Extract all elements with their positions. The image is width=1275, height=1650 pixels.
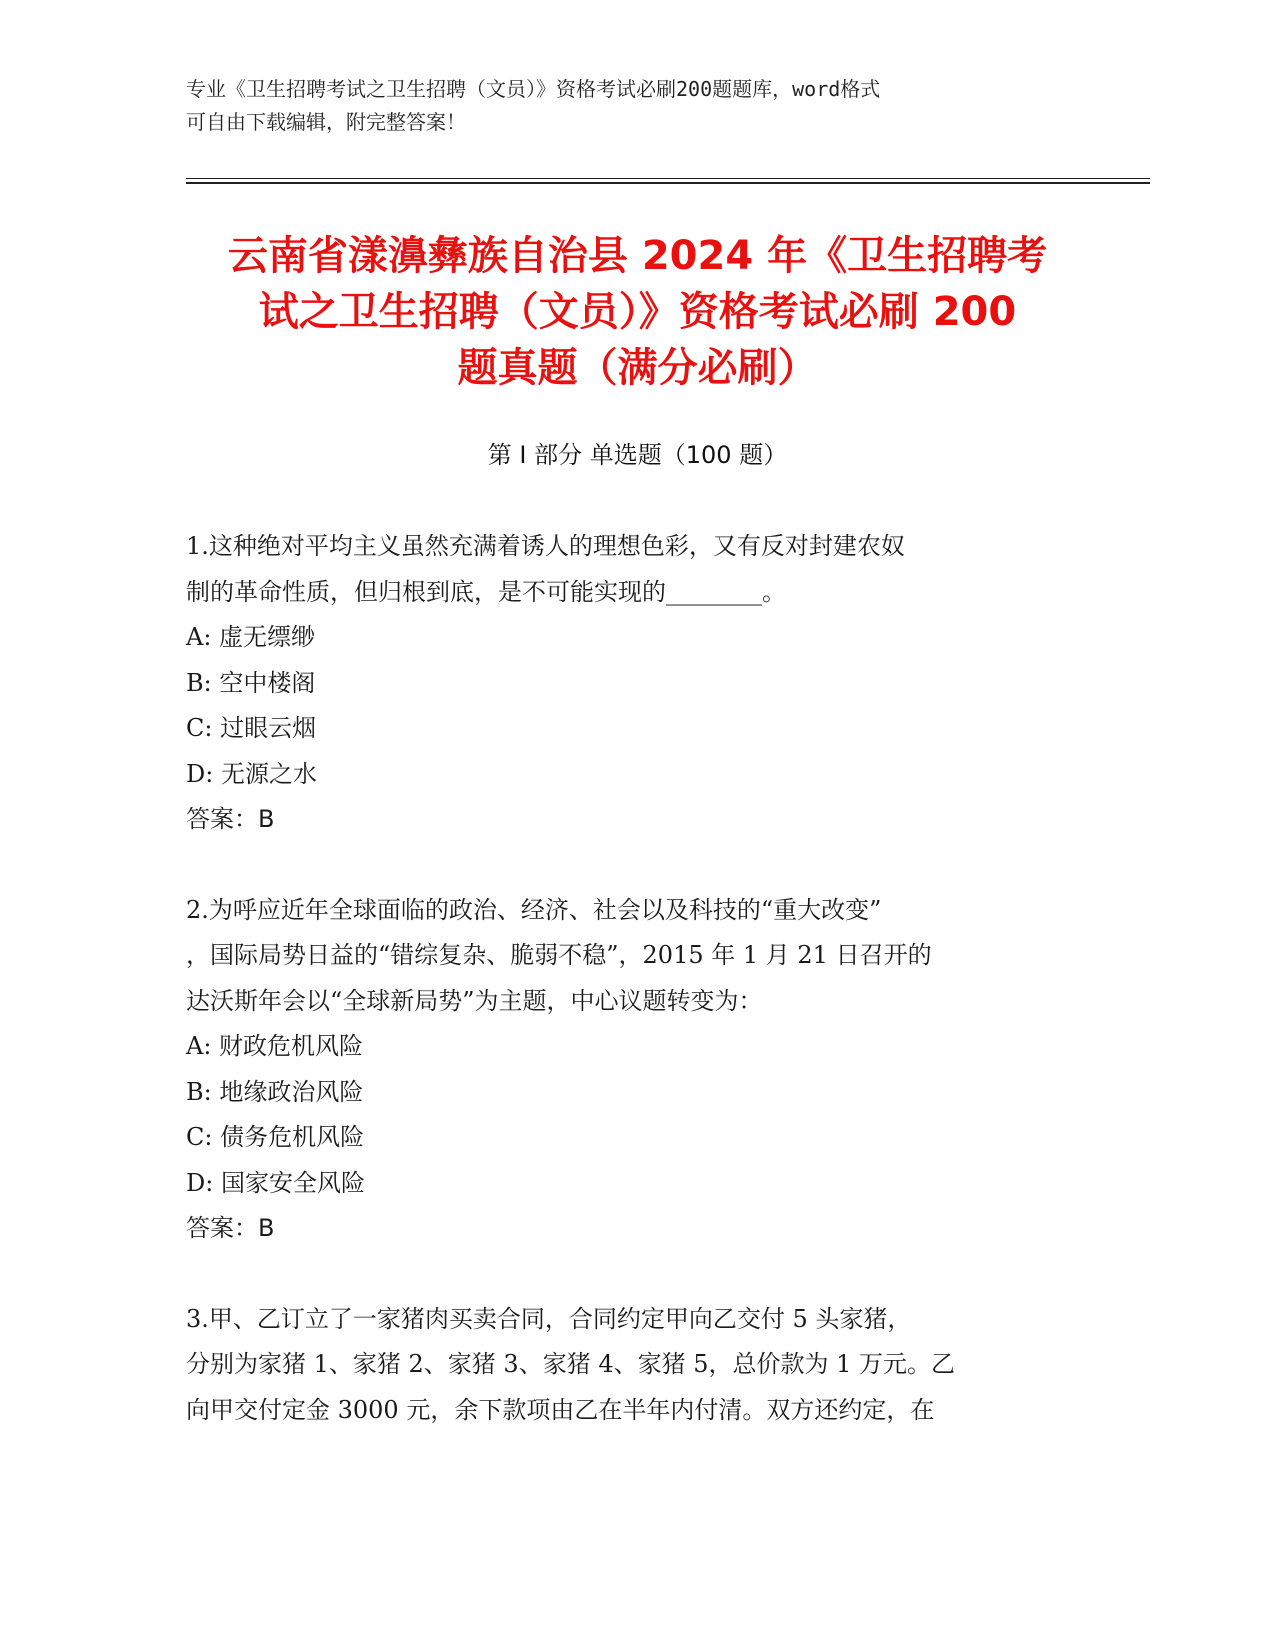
question-1 (186, 524, 1086, 843)
option-d: D: 国家安全风险 (186, 1168, 365, 1197)
header-note (186, 73, 1066, 139)
option-b: B: 地缘政治风险 (186, 1077, 364, 1106)
question-text-line: 2.为呼应近年全球面临的政治、经济、社会以及科技的“重大改变” (186, 895, 882, 924)
option-a: A: 虚无缥缈 (186, 623, 316, 651)
question-text (186, 888, 1086, 1025)
option-a: A: 财政危机风险 (186, 1032, 364, 1060)
question-text-line: 3.甲、乙订立了一家猪肉买卖合同，合同约定甲向乙交付 5 头家猪， (186, 1304, 912, 1333)
question-text (186, 1297, 1086, 1434)
header-note-line-1: 专业《卫生招聘考试之卫生招聘（文员）》资格考试必刷200题题库，word格式 (186, 77, 881, 101)
question-text (186, 524, 1086, 615)
title-line-3: 题真题（满分必刷） (457, 345, 818, 391)
question-text-line: 制的革命性质，但归根到底，是不可能实现的________。 (186, 577, 786, 606)
question-text-line: 达沃斯年会以“全球新局势”为主题，中心议题转变为： (186, 986, 763, 1015)
question-text-line: 向甲交付定金 3000 元，余下款项由乙在半年内付清。双方还约定，在 (186, 1395, 935, 1424)
document-title (150, 228, 1125, 396)
answer: 答案：B (186, 1214, 275, 1242)
header-note-line-2: 可自由下载编辑，附完整答案！ (186, 110, 466, 134)
question-list (186, 524, 1086, 1433)
answer: 答案：B (186, 805, 275, 833)
section-heading: 第 I 部分 单选题（100 题） (487, 441, 788, 469)
header-divider-thick (186, 182, 1150, 184)
question-text-line: 1.这种绝对平均主义虽然充满着诱人的理想色彩，又有反对封建农奴 (186, 532, 905, 560)
option-b: B: 空中楼阁 (186, 668, 316, 697)
question-3 (186, 1297, 1086, 1434)
option-c: C: 债务危机风险 (186, 1123, 365, 1151)
option-c: C: 过眼云烟 (186, 714, 317, 742)
question-text-line: 分别为家猪 1、家猪 2、家猪 3、家猪 4、家猪 5，总价款为 1 万元。乙 (186, 1350, 956, 1378)
title-line-2: 试之卫生招聘（文员）》资格考试必刷 200 (258, 289, 1017, 335)
question-text-line: ，国际局势日益的“错综复杂、脆弱不稳”，2015 年 1 月 21 日召开的 (186, 941, 932, 969)
option-d: D: 无源之水 (186, 759, 317, 788)
header-divider-thin (186, 178, 1150, 179)
title-line-1: 云南省漾濞彝族自治县 2024 年《卫生招聘考 (227, 233, 1048, 279)
question-2 (186, 888, 1086, 1252)
